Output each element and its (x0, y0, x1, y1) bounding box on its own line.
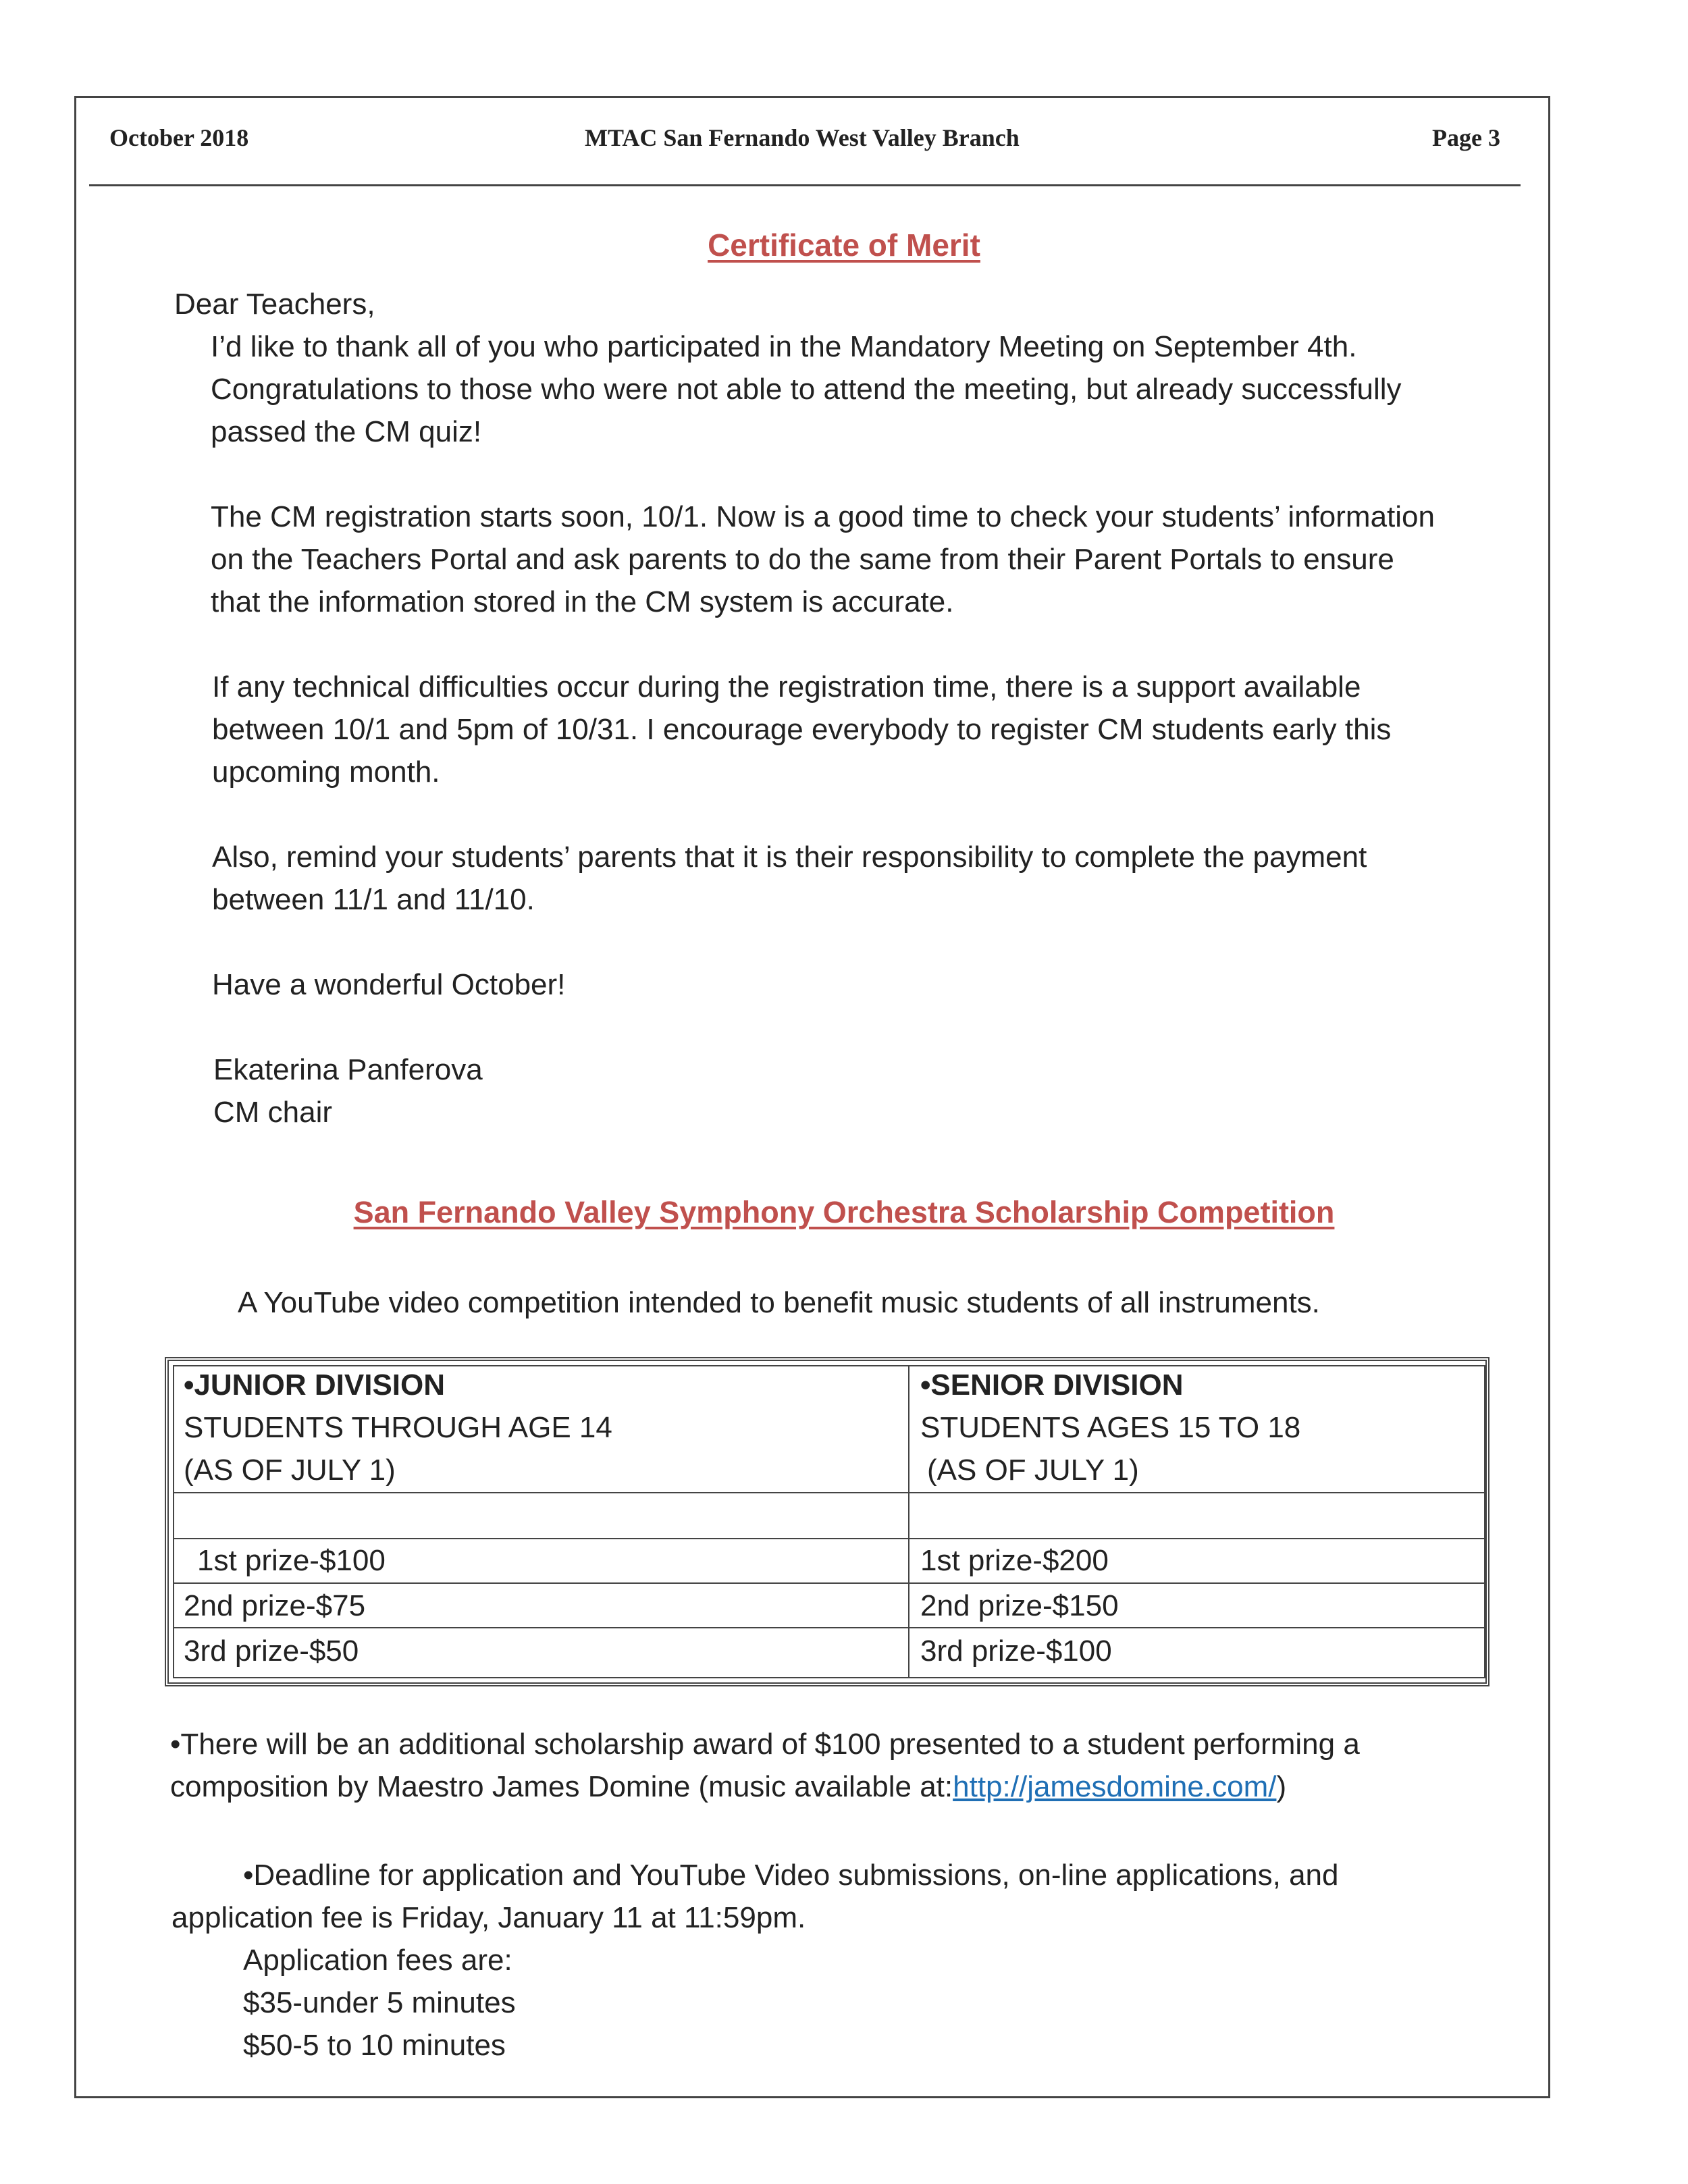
additional-award-line: •There will be an additional scholarship award of $100 presented to a student performing a (170, 1728, 1360, 1761)
fees-label: Application fees are: (243, 1944, 512, 1977)
header-date: October 2018 (109, 124, 249, 151)
junior-third-prize: 3rd prize-$50 (184, 1634, 359, 1668)
cm-paragraph-line: Congratulations to those who were not able to attend the meeting, but already successfully (211, 373, 1402, 406)
junior-division-age: STUDENTS THROUGH AGE 14 (184, 1411, 612, 1444)
cm-paragraph-line: Also, remind your students’ parents that it is their responsibility to complete the payment (212, 841, 1367, 874)
senior-division-note: (AS OF JULY 1) (927, 1454, 1139, 1487)
cm-signature-name: Ekaterina Panferova (213, 1053, 483, 1086)
cm-signature-role: CM chair (213, 1096, 333, 1129)
senior-first-prize: 1st prize-$200 (920, 1544, 1109, 1577)
fee-item: $50-5 to 10 minutes (243, 2029, 506, 2062)
header-page-number: Page 3 (1432, 124, 1500, 151)
junior-division-header-cell (173, 1365, 909, 1493)
cm-salutation: Dear Teachers, (174, 288, 375, 321)
junior-second-prize: 2nd prize-$75 (184, 1589, 366, 1622)
cm-paragraph-line: between 11/1 and 11/10. (212, 883, 535, 916)
cm-paragraph-line: upcoming month. (212, 755, 440, 789)
junior-division-title: •JUNIOR DIVISION (184, 1368, 446, 1402)
table-row (173, 1582, 909, 1628)
deadline-line: application fee is Friday, January 11 at 11:59pm. (172, 1901, 806, 1934)
additional-award-close: ) (1276, 1770, 1287, 1803)
cm-paragraph-line: If any technical difficulties occur during the registration time, there is a support available (212, 670, 1361, 703)
cm-paragraph-line: on the Teachers Portal and ask parents to do the same from their Parent Portals to ensure (211, 543, 1394, 576)
table-row (908, 1627, 1485, 1678)
header-branch: MTAC San Fernando West Valley Branch (585, 124, 1020, 151)
fee-item: $35-under 5 minutes (243, 1986, 516, 2019)
senior-division-header-cell (908, 1365, 1485, 1493)
table-row (173, 1538, 909, 1584)
additional-award-text: composition by Maestro James Domine (music available at: (170, 1770, 953, 1803)
sfvso-intro: A YouTube video competition intended to benefit music students of all instruments. (238, 1286, 1320, 1319)
junior-first-prize: 1st prize-$100 (197, 1544, 386, 1577)
header-divider (89, 184, 1521, 186)
junior-division-note: (AS OF JULY 1) (184, 1454, 396, 1487)
cm-paragraph-line: passed the CM quiz! (211, 415, 482, 448)
cm-paragraph-line: that the information stored in the CM system is accurate. (211, 585, 954, 618)
table-row (173, 1627, 909, 1678)
senior-third-prize: 3rd prize-$100 (920, 1634, 1112, 1668)
table-empty-cell (908, 1492, 1485, 1539)
cm-paragraph-line: I’d like to thank all of you who participated in the Mandatory Meeting on September 4th. (211, 330, 1357, 363)
senior-second-prize: 2nd prize-$150 (920, 1589, 1119, 1622)
sfvso-section-title: San Fernando Valley Symphony Orchestra Scholarship Competition (353, 1195, 1335, 1229)
table-empty-cell (173, 1492, 909, 1539)
deadline-line: •Deadline for application and YouTube Video submissions, on-line applications, and (243, 1859, 1339, 1892)
cm-paragraph-line: The CM registration starts soon, 10/1. Now is a good time to check your students’ information (211, 500, 1435, 533)
additional-award-line (170, 1765, 1286, 1808)
jamesdomine-link[interactable]: http://jamesdomine.com/ (953, 1770, 1277, 1803)
cm-closing-line: Have a wonderful October! (212, 968, 566, 1001)
senior-division-title: •SENIOR DIVISION (920, 1368, 1184, 1402)
page-header (109, 124, 1500, 157)
cm-paragraph-line: between 10/1 and 5pm of 10/31. I encourage everybody to register CM students early this (212, 713, 1392, 746)
table-row (908, 1582, 1485, 1628)
cm-section-title: Certificate of Merit (708, 228, 980, 263)
table-row (908, 1538, 1485, 1584)
prize-table (165, 1357, 1489, 1686)
senior-division-age: STUDENTS AGES 15 TO 18 (920, 1411, 1301, 1444)
